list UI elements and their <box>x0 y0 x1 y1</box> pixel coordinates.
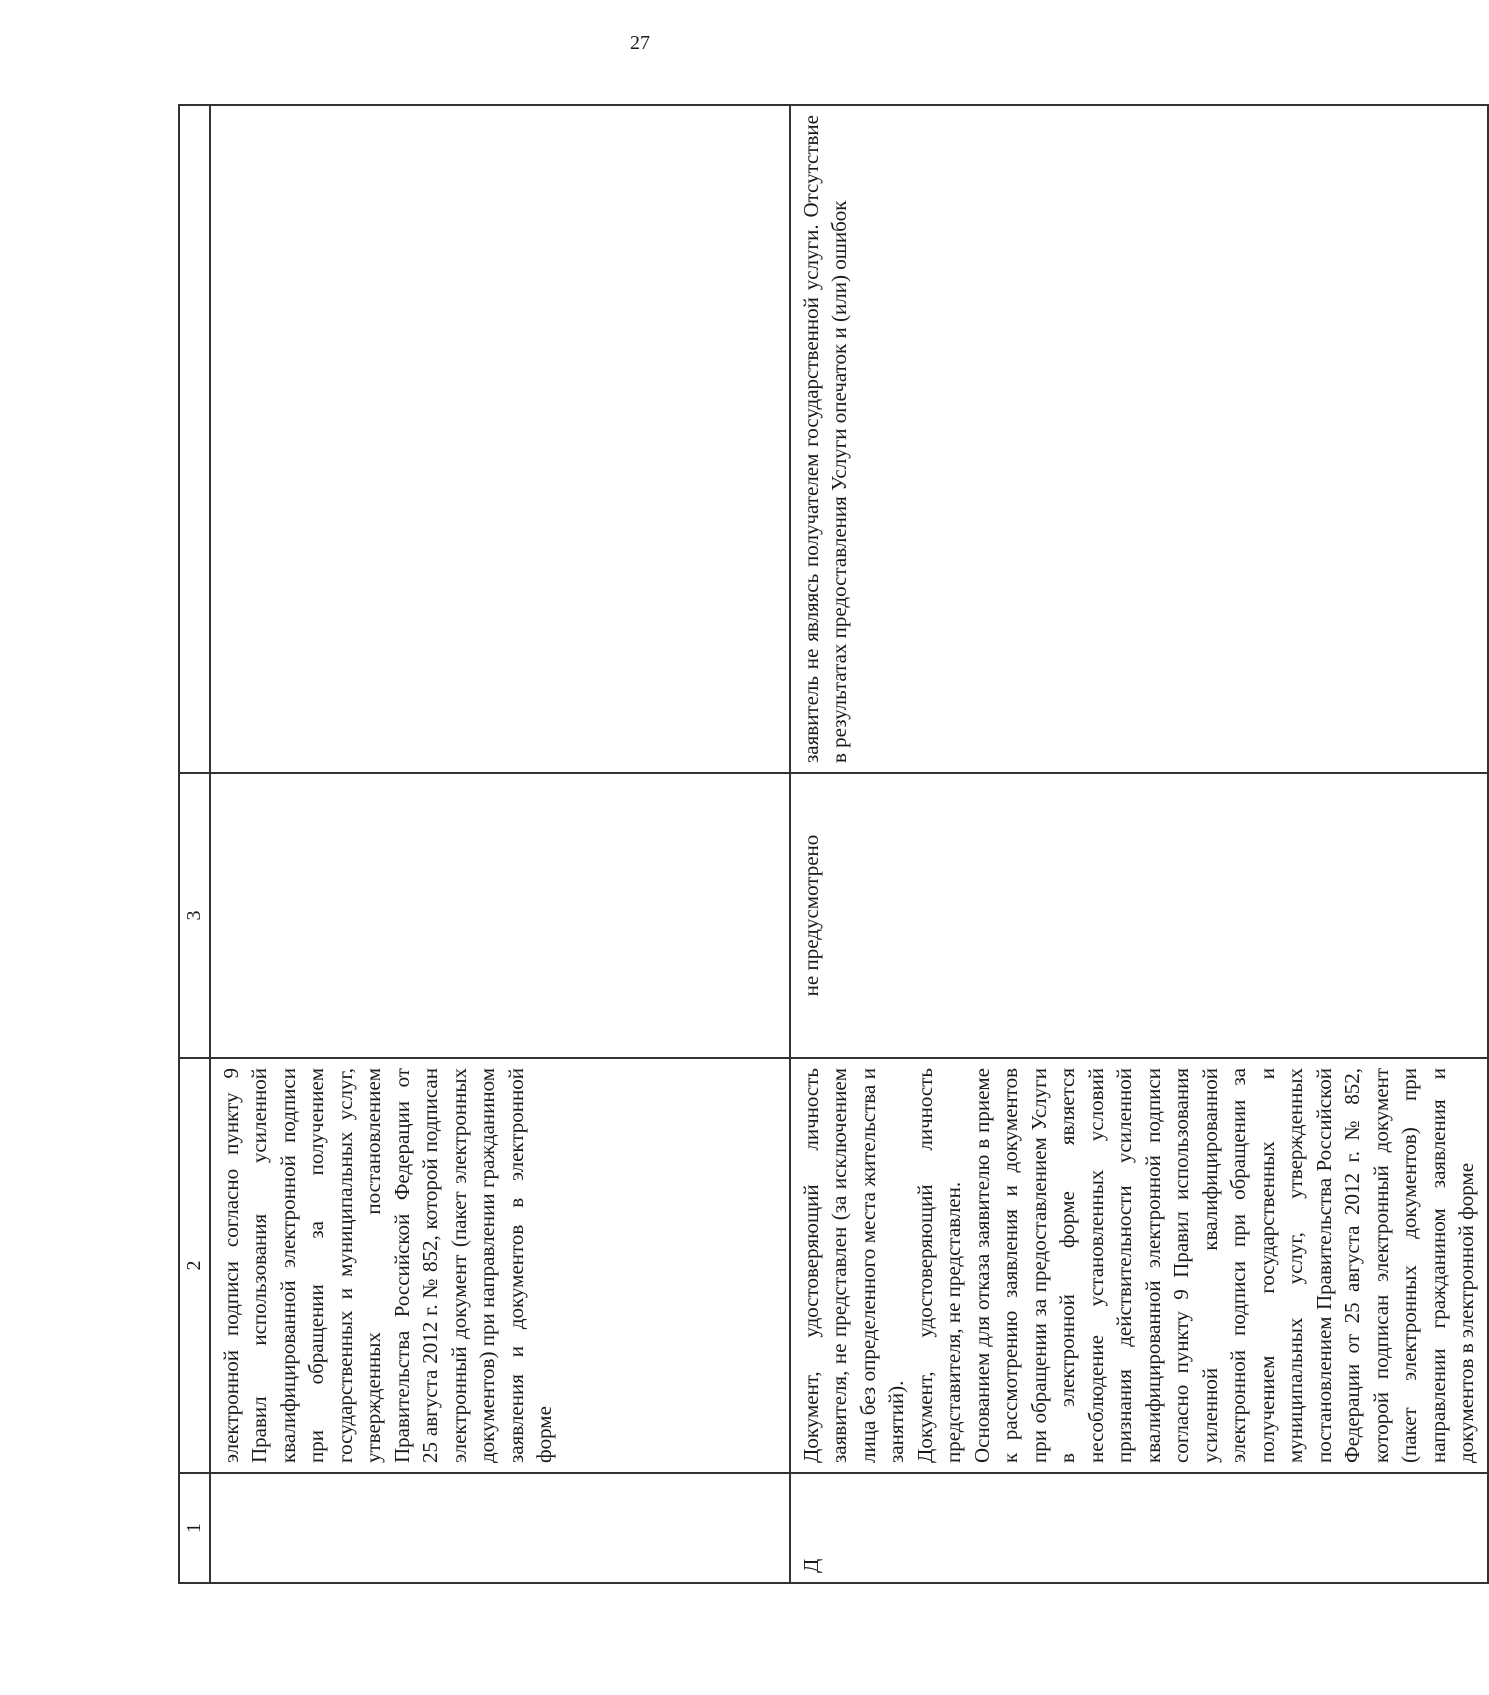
table-row <box>790 105 1488 1583</box>
row2-col3: не предусмотрено <box>790 773 1488 1058</box>
header-col-2: 2 <box>179 1058 210 1473</box>
header-col-3: 3 <box>179 773 210 1058</box>
table-header-row <box>179 105 210 1583</box>
row1-col1 <box>210 1473 790 1583</box>
row2-col2-para-1: Документ, удостоверяющий личность заявителя, не представлен (за исключением лица без определенного места жительства и занятий). <box>798 1068 908 1463</box>
row2-col4: заявитель не являясь получателем государственной услуги. Отсутствие в результатах предоставления Услуги опечаток и (или) ошибок <box>790 105 1488 773</box>
rotated-table-container <box>178 104 1478 1584</box>
header-col-1: 1 <box>179 1473 210 1583</box>
header-col-4 <box>179 105 210 773</box>
row2-col2-para-2: Документ, удостоверяющий личность представителя, не представлен. <box>912 1068 965 1463</box>
table-row <box>210 105 790 1583</box>
row2-col2 <box>790 1058 1488 1473</box>
row1-col2: электронной подписи согласно пункту 9 Правил использования усиленной квалифицированной электронной подписи при обращении за получением государственных и муниципальных услуг, утвержденных постановлением Правительства Российской Федерации от 25 августа 2012 г. № 852, которой подписан электронный документ (пакет электронных документов) при направлении гражданином заявления и документов в электронной форме <box>210 1058 790 1473</box>
page-number: 27 <box>630 32 650 54</box>
requirements-table <box>178 104 1489 1584</box>
row1-col4 <box>210 105 790 773</box>
row2-col2-para-3: Основанием для отказа заявителю в приеме к рассмотрению заявления и документов при обращении за предоставлением Услуги в электронной форме является несоблюдение установленных условий признания действительности усиленной квалифицированной электронной подписи согласно пункту 9 Правил использования усиленной квалифицированной электронной подписи при обращении за получением государственных и муниципальных услуг, утвержденных постановлением Правительства Российской Федерации от 25 августа 2012 г. № 852, которой подписан электронный документ (пакет электронных документов) при направлении гражданином заявления и документов в электронной форме <box>969 1068 1478 1463</box>
row2-col1: Д <box>790 1473 1488 1583</box>
row1-col3 <box>210 773 790 1058</box>
